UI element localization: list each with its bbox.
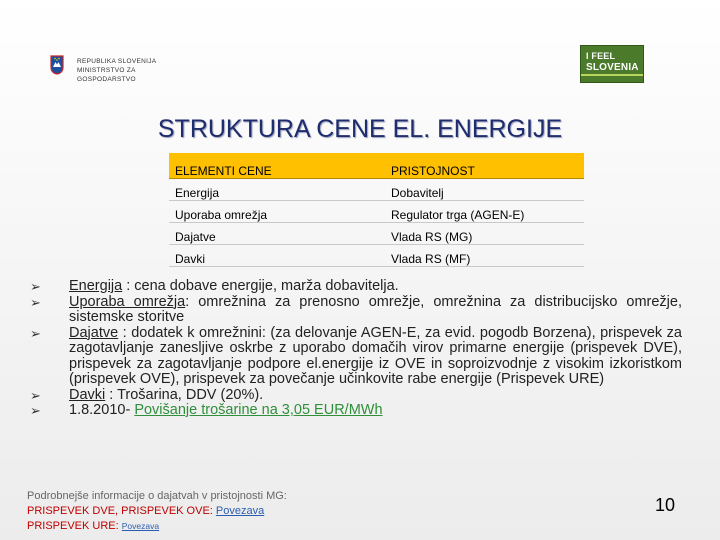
footer-info bbox=[27, 489, 287, 534]
footer-dve-ove bbox=[27, 504, 287, 519]
page-number: 10 bbox=[655, 495, 676, 515]
table-cell: Vlada RS (MF) bbox=[385, 245, 584, 267]
bullet-text: : Trošarina, DDV (20%). bbox=[105, 386, 264, 403]
bullet-list bbox=[30, 279, 682, 419]
ministry-line-1: REPUBLIKA SLOVENIJA bbox=[77, 58, 157, 65]
i-feel-slovenia-logo bbox=[580, 45, 644, 83]
excise-increase-link[interactable]: Povišanje trošarine na 3,05 EUR/MWh bbox=[134, 402, 383, 418]
slide-title: STRUKTURA CENE EL. ENERGIJE bbox=[157, 115, 563, 143]
table-row bbox=[169, 223, 584, 245]
bullet-dajatve bbox=[30, 326, 682, 388]
logo-line-2: SLOVENIA bbox=[586, 62, 639, 73]
table-cell: Dajatve bbox=[169, 223, 385, 245]
logo-line-1: I FEEL bbox=[586, 51, 616, 61]
ministry-line-2: MINISTRSTVO ZA bbox=[77, 67, 136, 74]
footer-label: PRISPEVEK DVE, PRISPEVEK OVE: bbox=[27, 505, 216, 517]
logo-stripe bbox=[581, 74, 643, 76]
bullet-term: Davki bbox=[69, 386, 106, 403]
price-structure-table bbox=[169, 153, 584, 267]
arrow-bullet-icon: ➢ bbox=[30, 325, 41, 341]
footer-label: PRISPEVEK URE: bbox=[27, 520, 122, 532]
bullet-davki bbox=[30, 388, 682, 404]
bullet-term: Uporaba omrežja bbox=[69, 293, 186, 310]
bullet-energija bbox=[30, 279, 682, 295]
arrow-bullet-icon: ➢ bbox=[30, 387, 41, 403]
footer-ure bbox=[27, 519, 287, 534]
bullet-uporaba-omrezja bbox=[30, 295, 682, 326]
table-row bbox=[169, 179, 584, 201]
bullet-text: : cena dobave energije, marža dobavitelja. bbox=[122, 278, 399, 294]
arrow-bullet-icon: ➢ bbox=[30, 294, 41, 310]
table-header-row bbox=[169, 153, 584, 179]
table-header-cell: PRISTOJNOST bbox=[385, 153, 584, 179]
table-cell: Dobavitelj bbox=[385, 179, 584, 201]
ministry-line-3: GOSPODARSTVO bbox=[77, 76, 136, 83]
slovenia-coat-of-arms-icon bbox=[50, 55, 64, 75]
bullet-text: : omrežnina za prenosno omrežje, omrežnina za distribucijsko omrežje, sistemske storitve bbox=[69, 293, 682, 325]
footer-intro: Podrobnejše informacije o dajatvah v pristojnosti MG: bbox=[27, 490, 287, 502]
bullet-term: Energija bbox=[69, 278, 123, 294]
table-cell: Regulator trga (AGEN-E) bbox=[385, 201, 584, 223]
table-cell: Vlada RS (MG) bbox=[385, 223, 584, 245]
bullet-term: Dajatve bbox=[69, 324, 119, 341]
ministry-name bbox=[77, 57, 156, 84]
table-cell: Uporaba omrežja bbox=[169, 201, 385, 223]
bullet-trosarina bbox=[30, 403, 682, 419]
arrow-bullet-icon: ➢ bbox=[30, 403, 41, 418]
table-cell: Davki bbox=[169, 245, 385, 267]
povezava-link[interactable]: Povezava bbox=[215, 505, 265, 517]
povezava-link[interactable]: Povezava bbox=[121, 521, 160, 531]
table-cell: Energija bbox=[169, 179, 385, 201]
table-header-cell: ELEMENTI CENE bbox=[169, 153, 385, 179]
table-row bbox=[169, 245, 584, 267]
arrow-bullet-icon: ➢ bbox=[30, 279, 41, 294]
bullet-text: 1.8.2010- bbox=[69, 402, 135, 418]
bullet-text: : dodatek k omrežnini: (za delovanje AGEN-E, za evid. pogodb Borzena), prispevek za zagotavljanje zanesljive oskrbe z uporabo domačih virov primarne energije (prispevek DVE), prispevek za zagotavljanje podpore el.energije iz OVE in soproizvodnje z visokim izkoristkom (prispevek OVE), prispevek za povečanje učinkovite rabe energije (Prispevek URE) bbox=[69, 324, 682, 387]
table-row bbox=[169, 201, 584, 223]
